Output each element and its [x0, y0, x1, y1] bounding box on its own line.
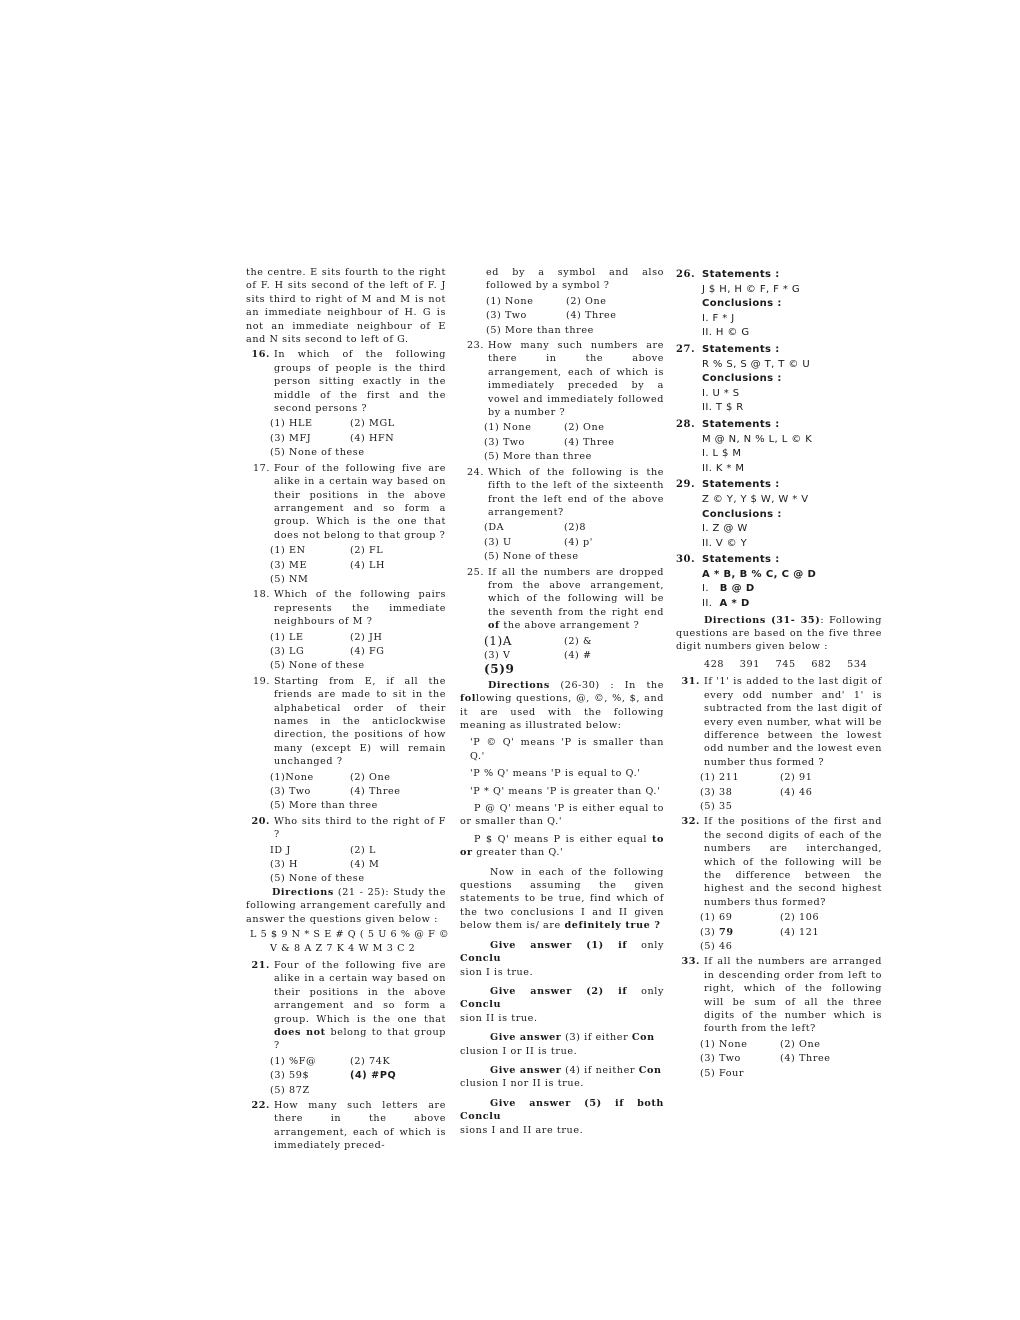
option-4: (4) 121	[780, 926, 820, 938]
options-32	[700, 911, 882, 953]
option-4: (4) p'	[564, 536, 594, 548]
question-number: 23.	[466, 340, 484, 352]
question-text-cont: ed by a symbol and also followed by a symbol ?	[486, 267, 664, 292]
number-item: 428	[704, 658, 725, 670]
column-1	[246, 266, 450, 1153]
question-text: If '1' is added to the last digit of every odd number and' 1' is subtracted from the last digit of every even number, what will be difference between the lowest odd number and the lowest even number thus formed ?	[704, 676, 882, 768]
option-3: (3) Two	[700, 1053, 741, 1065]
option-3: (3) Two	[270, 786, 311, 798]
option-5: (5) NM	[270, 573, 309, 585]
option-1: (1) LE	[270, 631, 304, 643]
arrangement-line-2: V & 8 A Z 7 K 4 W M 3 C 2	[270, 942, 416, 954]
directions-label: Directions	[272, 886, 334, 898]
option-2: (2) One	[566, 295, 607, 307]
option-2: (2)8	[564, 522, 587, 534]
options-33	[700, 1038, 882, 1080]
question-text: If all the numbers are arranged in descending order from left to right, which of the following will be sum of all the three digits of the number which is fourth from the left?	[704, 956, 882, 1035]
option-1: (1) EN	[270, 545, 306, 557]
conclusion-label: I.	[702, 583, 709, 595]
option-3: (3) 59$	[270, 1070, 310, 1082]
conclusions-heading: Conclusions :	[702, 298, 782, 310]
conclusion-2	[702, 597, 882, 612]
question-number: 33.	[681, 956, 700, 968]
question-24	[460, 466, 664, 520]
conclusion-1: I. Z @ W	[702, 523, 748, 535]
question-33	[676, 955, 882, 1035]
meaning-2: 'P % Q' means 'P is equal to Q.'	[470, 768, 641, 780]
question-number: 24.	[466, 466, 484, 478]
passage-intro: the centre. E sits fourth to the right of F. H sits second of the left of F. J sits third to right of M and M is not an immediate neighbour of H. G is not an immediate neighbour of E and N sits second to left of G.	[246, 267, 446, 346]
option-4: (4) Three	[564, 436, 615, 448]
question-28	[676, 418, 882, 476]
option-3: (3) U	[484, 536, 512, 548]
option-2: (2) One	[780, 1038, 821, 1050]
statements-heading: Statements :	[702, 554, 780, 566]
directions-31-35	[676, 614, 882, 654]
option-5: (5) 87Z	[270, 1084, 310, 1096]
number-set	[704, 658, 882, 671]
option-2: (2) JH	[350, 631, 383, 643]
options-18	[270, 631, 446, 673]
question-number: 19.	[252, 675, 270, 687]
question-22	[246, 1099, 446, 1153]
directions-26-30	[460, 679, 664, 733]
question-number: 21.	[251, 959, 270, 971]
conclusion-2: II. T $ R	[702, 402, 744, 414]
question-31	[676, 675, 882, 769]
answer-rule-4	[460, 1064, 664, 1091]
option-3	[700, 926, 780, 939]
option-5: (5)9	[484, 662, 515, 677]
question-text: Which of the following pairs represents the immediate neighbours of M ?	[274, 589, 446, 628]
statements-heading: Statements :	[702, 418, 780, 430]
option-3: (3) LG	[270, 645, 305, 657]
option-2: (2) One	[350, 771, 391, 783]
text-emphasis: definitely true ?	[564, 920, 661, 932]
option-3: (3) 38	[700, 786, 733, 798]
option-2: (2) One	[564, 422, 605, 434]
text-part: sions I and II are true.	[460, 1124, 584, 1136]
text-emphasis: Give answer (2) if	[490, 985, 628, 997]
question-text	[274, 959, 446, 1053]
option-2: (2) FL	[350, 545, 384, 557]
option-1: (1)A	[484, 633, 513, 648]
text-part	[624, 1098, 637, 1109]
option-4: (4) LH	[350, 559, 385, 571]
text-emphasis: fol	[460, 693, 476, 705]
question-25	[460, 566, 664, 633]
answer-rule-1	[460, 939, 664, 979]
option-1: (1) None	[486, 295, 534, 307]
text-part: clusion I nor II is true.	[460, 1078, 585, 1090]
question-number: 17.	[252, 462, 270, 474]
option-5: (5) 35	[700, 800, 733, 812]
answer-rule-5	[460, 1097, 664, 1137]
conclusion-label: II.	[702, 598, 713, 610]
option-1: (1) None	[484, 422, 532, 434]
option-3: (3) MFJ	[270, 432, 312, 444]
answer-rule-3	[460, 1031, 664, 1058]
text-part: belong to that group ?	[274, 1026, 446, 1052]
option-5: (5) 46	[700, 941, 733, 952]
question-text: Starting from E, if all the friends are made to sit in the alphabetical order of their names in the anticlockwise direction, the positions of how many (except E) will remain unchanged ?	[274, 675, 446, 768]
question-17	[246, 462, 446, 542]
number-item: 745	[775, 658, 796, 670]
meaning-4: P @ Q' means 'P is either equal to or smaller than Q.'	[460, 803, 664, 828]
option-4: (4) FG	[350, 645, 385, 657]
conclusion-text: A * D	[719, 598, 750, 610]
directions-label: Directions (31- 35)	[704, 614, 821, 626]
option-4: (4) 46	[780, 786, 813, 798]
option-1: (1) None	[700, 1038, 748, 1050]
question-22-continued	[486, 266, 664, 337]
option-1: (1)None	[270, 771, 314, 783]
statement: R % S, S @ T, T © U	[702, 358, 811, 370]
meaning-1: 'P © Q' means 'P is smaller than Q.'	[470, 737, 664, 762]
text-part: sion II is true.	[460, 1012, 538, 1024]
question-text	[488, 566, 664, 633]
question-number: 22.	[251, 1099, 270, 1111]
question-text: Which of the following is the fifth to the left of the sixteenth front the left end of the above arrangement?	[488, 466, 664, 518]
options-19	[270, 771, 446, 813]
column-2	[460, 266, 664, 1139]
text-emphasis: both Conclu	[460, 1097, 664, 1123]
text-emphasis: Give answer (5) if	[490, 1097, 625, 1109]
text-emphasis: Conclu	[460, 999, 502, 1011]
question-23	[460, 339, 664, 419]
statement: Z © Y, Y $ W, W * V	[702, 493, 809, 505]
statements-heading: Statements :	[702, 269, 780, 280]
text-emphasis: does not	[274, 1026, 326, 1038]
number-item: 534	[847, 658, 868, 670]
text-part: Now in each of the following questions assuming the given statements to be true, find which of the two conclusions I and II given below them is/ are	[460, 866, 664, 932]
option-4: (4) #PQ	[350, 1070, 397, 1082]
question-text: How many such numbers are there in the above arrangement, each of which is immediately preceded by a vowel and immediately followed by a number ?	[488, 340, 664, 419]
conclusions-heading: Conclusions :	[702, 373, 782, 385]
text-emphasis: Give answer	[490, 1064, 562, 1076]
option-5: (5) None of these	[484, 551, 579, 563]
option-2: (2) 74K	[350, 1055, 391, 1067]
question-26	[676, 268, 882, 341]
option-1: (1) 69	[700, 912, 733, 924]
meaning-3: 'P * Q' means 'P is greater than Q.'	[470, 785, 661, 797]
text-emphasis: of	[488, 620, 500, 632]
option-3: (3) V	[484, 649, 511, 661]
conclusions-heading: Conclusions :	[702, 508, 782, 520]
symbol-arrangement	[250, 928, 450, 955]
text-part: Four of the following five are alike in a certain way based on their positions in the above arrangement and so form a group. Which is the one that	[274, 959, 446, 1025]
option-2: (2) 91	[780, 772, 813, 784]
conclusion-2: II. H © G	[702, 327, 750, 339]
option-1: (1) 211	[700, 772, 740, 784]
question-20	[246, 815, 446, 842]
directions-label: Directions	[488, 679, 550, 691]
text-part: If all the numbers are dropped from the above arrangement, which of the following will be the seventh from the right end	[488, 566, 664, 618]
option-5: (5) None of these	[270, 873, 365, 885]
instructions	[460, 866, 664, 933]
option-1: (DA	[484, 522, 505, 534]
meaning-5	[460, 833, 664, 860]
option-1: (1) %F@	[270, 1055, 317, 1067]
text-part: sion I is true.	[460, 966, 534, 978]
options-21	[270, 1055, 446, 1097]
statements-heading: Statements :	[702, 479, 780, 491]
options-16	[270, 417, 446, 459]
text-emphasis: to or	[460, 833, 664, 859]
question-number: 28.	[676, 418, 696, 430]
question-number: 30.	[676, 554, 696, 566]
directions-text: : Following questions are based on the five three digit numbers given below :	[676, 614, 882, 653]
question-number: 16.	[251, 349, 270, 361]
question-number: 27.	[676, 343, 696, 355]
question-16	[246, 348, 446, 415]
statement: A * B, B % C, C @ D	[702, 568, 817, 580]
option-2: (2) L	[350, 844, 377, 856]
number-item: 391	[739, 658, 760, 670]
question-number: 26.	[676, 269, 696, 280]
question-18	[246, 588, 446, 628]
conclusion-2: II. V © Y	[702, 537, 748, 549]
options-31	[700, 771, 882, 813]
options-20	[270, 844, 446, 886]
question-number: 18.	[252, 589, 270, 601]
option-4: (4) Three	[350, 786, 401, 798]
directions-21-25	[246, 886, 446, 926]
conclusion-2: II. K * M	[702, 462, 745, 474]
option-5: (5) Four	[700, 1067, 745, 1079]
text-part: lowing questions, @, ©, %, $, and it are used with the following meaning as illustrated below:	[460, 693, 664, 731]
option-5: (5) None of these	[270, 447, 365, 459]
option-3: (3) Two	[484, 436, 525, 448]
option-value: 79	[719, 926, 734, 938]
text-part: the above arrangement ?	[499, 620, 640, 632]
directions-text: (21 - 25): Study the following arrangement carefully and answer the questions given below :	[246, 886, 446, 925]
option-3: (3) ME	[270, 559, 308, 571]
option-4: (4) HFN	[350, 432, 395, 444]
option-2: (2) 106	[780, 912, 820, 924]
question-32	[676, 815, 882, 909]
text-part: (4) if neither	[561, 1064, 639, 1076]
text-part: only	[627, 939, 664, 951]
option-4: (4) Three	[780, 1053, 831, 1065]
option-1: ID J	[270, 844, 291, 856]
question-21	[246, 959, 446, 1053]
question-19	[246, 675, 446, 769]
conclusion-text: B @ D	[719, 583, 755, 595]
conclusion-1: I. U * S	[702, 387, 740, 399]
text-emphasis: Con	[638, 1064, 662, 1076]
question-29	[676, 478, 882, 551]
option-5: (5) More than three	[484, 451, 592, 463]
question-27	[676, 343, 882, 416]
option-5: (5) More than three	[486, 324, 594, 336]
question-number: 29.	[676, 479, 696, 491]
option-4: (4) Three	[566, 310, 617, 322]
text-emphasis: Give answer (1) if	[490, 939, 628, 951]
options-23	[484, 421, 664, 463]
text-part: (3) if either	[561, 1032, 632, 1044]
statement: J $ H, H © F, F * G	[702, 283, 800, 295]
question-number: 31.	[681, 676, 700, 688]
option-4: (4) M	[350, 859, 380, 871]
conclusion-1: I. F * J	[702, 312, 735, 324]
question-number: 25.	[466, 566, 484, 578]
conclusion-1	[702, 582, 882, 597]
text-part: clusion I or II is true.	[460, 1045, 578, 1057]
text-emphasis: Con	[631, 1032, 655, 1044]
option-5: (5) More than three	[270, 800, 378, 812]
answer-rule-2	[460, 985, 664, 1025]
statement: M @ N, N % L, L © K	[702, 433, 813, 445]
text-part: P $ Q' means P is either equal	[474, 833, 652, 845]
question-number: 20.	[251, 815, 270, 827]
option-5: (5) None of these	[270, 660, 365, 672]
number-item: 682	[811, 658, 832, 670]
option-2: (2) &	[564, 635, 593, 647]
question-text: How many such letters are there in the above arrangement, each of which is immediately preced-	[274, 1099, 446, 1152]
column-3	[676, 266, 882, 1080]
options-24	[484, 521, 664, 563]
question-text: Who sits third to the right of F ?	[274, 815, 446, 841]
option-2: (2) MGL	[350, 418, 395, 430]
question-number: 32.	[681, 816, 700, 828]
text-part: (26-30) : In the	[549, 679, 664, 691]
text-part: greater than Q.'	[472, 847, 564, 859]
question-text: If the positions of the first and the second digits of each of the numbers are interchanged, which of the following will be the difference between the highest and the second highest numbers thus formed?	[704, 816, 882, 908]
options-17	[270, 544, 446, 586]
arrangement-line-1: L 5 $ 9 N * S E # Q ( 5 U 6 % @ F ©	[250, 929, 450, 941]
question-30	[676, 553, 882, 611]
question-text: In which of the following groups of people is the third person sitting exactly in the middle of the first and the second persons ?	[274, 349, 446, 415]
statements-heading: Statements :	[702, 343, 780, 355]
question-text: Four of the following five are alike in a certain way based on their positions in the above arrangement and so form a group. Which is the one that does not belong to that group ?	[274, 462, 446, 541]
option-4: (4) #	[564, 649, 592, 661]
options-25	[484, 635, 664, 677]
option-3: (3) Two	[486, 310, 527, 322]
option-label: (3)	[700, 926, 720, 938]
text-emphasis: Conclu	[460, 953, 502, 965]
text-part: only	[627, 985, 664, 997]
conclusion-1: I. L $ M	[702, 448, 742, 460]
option-3: (3) H	[270, 859, 299, 871]
option-1: (1) HLE	[270, 418, 313, 430]
text-emphasis: Give answer	[490, 1032, 562, 1044]
